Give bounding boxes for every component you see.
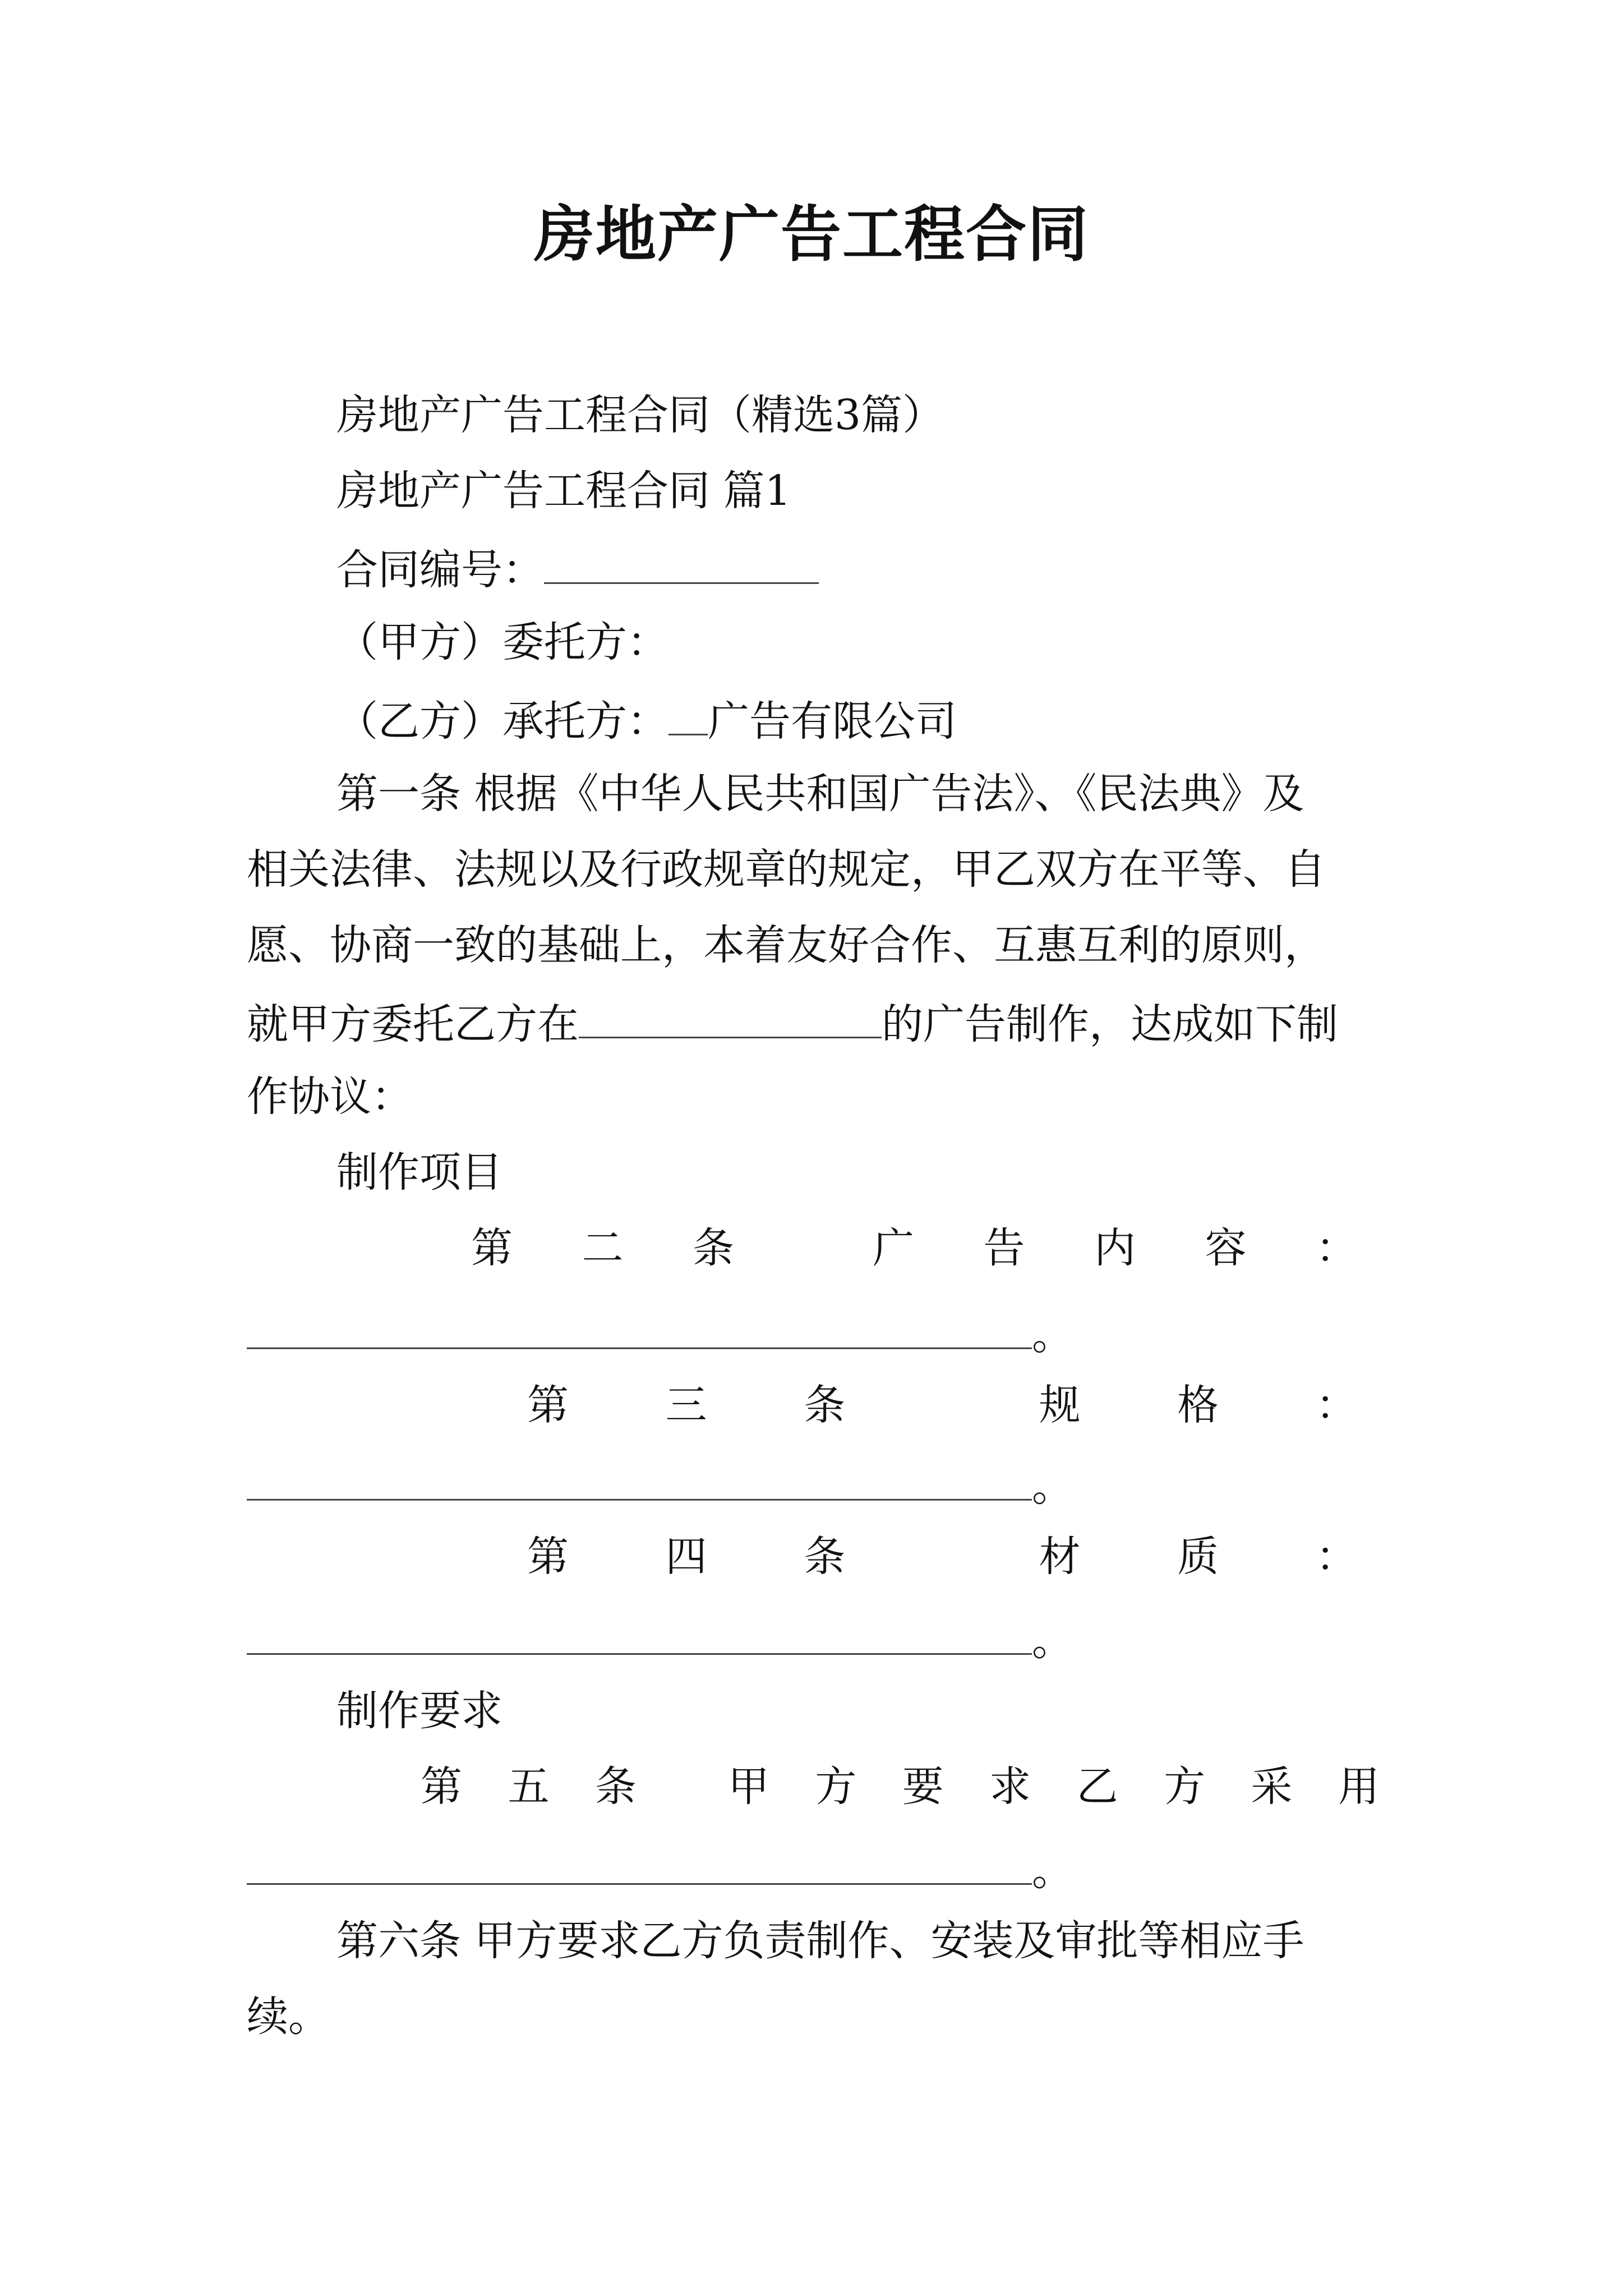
article-5-char: 要	[902, 1763, 944, 1811]
document-title: 房地产广告工程合同	[533, 199, 1089, 270]
article-5-period: 。	[1032, 1847, 1073, 1895]
article-5-blank-row	[247, 1843, 1073, 1899]
article-5-char: 五	[508, 1763, 550, 1811]
article-4-char: 条	[804, 1533, 846, 1581]
article-2-blank-row	[247, 1307, 1073, 1363]
article-4-material-blank	[247, 1614, 1032, 1655]
article-5-heading	[421, 1759, 1380, 1815]
article-4-char: 四	[665, 1533, 707, 1581]
article-5-char: 条	[594, 1763, 637, 1811]
party-b-blank	[668, 690, 708, 735]
article-5-material-blank	[247, 1844, 1032, 1885]
article-2-char: 告	[983, 1224, 1025, 1272]
part-heading: 房地产广告工程合同 篇1	[336, 467, 791, 515]
article-3-blank-row	[247, 1458, 1073, 1515]
article-2-heading	[471, 1220, 1357, 1276]
article-4-char: 质	[1177, 1533, 1219, 1581]
party-a-label: （甲方）委托方：	[336, 618, 668, 666]
article-4-heading	[527, 1529, 1357, 1585]
article-3-char: 规	[1039, 1381, 1081, 1429]
article-3-char: 条	[804, 1381, 846, 1429]
article-3-period: 。	[1032, 1462, 1073, 1511]
article-1-line-4	[247, 993, 1338, 1052]
article-3-spec-blank	[247, 1460, 1032, 1501]
article-5-char: 方	[1164, 1763, 1206, 1811]
article-3-heading	[527, 1377, 1357, 1433]
article-5-char: 乙	[1076, 1763, 1118, 1811]
article-2-content-blank	[247, 1308, 1032, 1349]
article-3-char: 第	[527, 1381, 569, 1429]
article-2-char: 容	[1205, 1224, 1247, 1272]
article-2-char: 广	[873, 1224, 914, 1272]
party-b-row	[336, 690, 957, 749]
contract-number-label: 合同编号：	[336, 546, 544, 594]
contract-number-blank	[544, 539, 819, 584]
article-1-location-blank	[579, 993, 882, 1038]
article-1-line-2: 相关法律、法规以及行政规章的规定，甲乙双方在平等、自	[247, 845, 1326, 894]
article-5-char: 甲	[727, 1763, 769, 1811]
article-1-line-1: 第一条 根据《中华人民共和国广告法》、《民法典》及	[336, 770, 1304, 818]
article-5-char: 求	[989, 1763, 1031, 1811]
article-2-char: ：	[1316, 1224, 1357, 1272]
article-2-char: 第	[471, 1224, 513, 1272]
article-5-char: 方	[815, 1763, 857, 1811]
article-1-line-3: 愿、协商一致的基础上，本着友好合作、互惠互利的原则，	[247, 921, 1326, 969]
section-production-requirements: 制作要求	[336, 1687, 502, 1735]
article-4-char: 第	[527, 1533, 569, 1581]
party-b-label: （乙方）承托方：	[336, 697, 668, 746]
article-2-char: 二	[582, 1224, 624, 1272]
article-5-char: 第	[421, 1763, 462, 1811]
article-4-char: 材	[1039, 1533, 1081, 1581]
article-3-char: 三	[665, 1381, 707, 1429]
document-subtitle: 房地产广告工程合同（精选3篇）	[336, 391, 944, 439]
article-4-period: 。	[1032, 1617, 1073, 1665]
article-4-char: ：	[1315, 1533, 1357, 1581]
contract-number-row	[336, 539, 819, 598]
article-1-text-before-blank: 就甲方委托乙方在	[247, 1000, 579, 1048]
article-1-text-after-blank: 的广告制作，达成如下制	[882, 1000, 1338, 1048]
article-2-char: 条	[693, 1224, 734, 1272]
article-5-char: 采	[1251, 1763, 1293, 1811]
article-1-line-5: 作协议：	[247, 1073, 413, 1121]
party-b-value: 广告有限公司	[708, 697, 957, 746]
article-2-period: 。	[1032, 1311, 1073, 1359]
article-6-line-2: 续。	[247, 1993, 330, 2041]
article-2-char: 内	[1094, 1224, 1136, 1272]
article-6-line-1: 第六条 甲方要求乙方负责制作、安装及审批等相应手	[336, 1917, 1304, 1965]
section-production-items: 制作项目	[336, 1148, 502, 1197]
article-3-char: ：	[1315, 1381, 1357, 1429]
article-5-char: 用	[1338, 1763, 1380, 1811]
article-3-char: 格	[1177, 1381, 1219, 1429]
article-4-blank-row	[247, 1613, 1073, 1669]
